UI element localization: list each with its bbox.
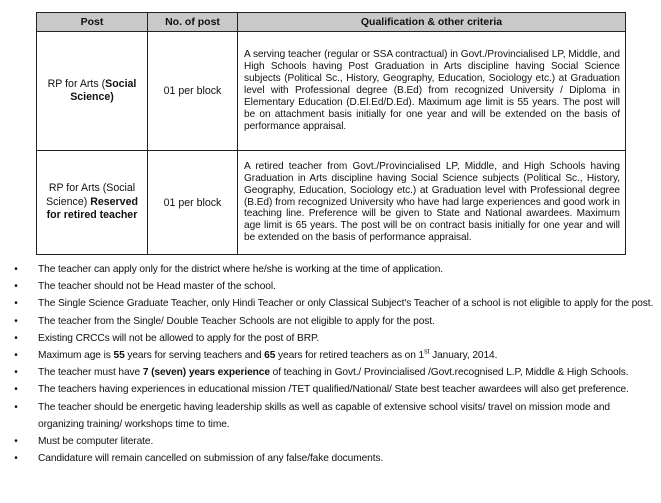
table-header-row: [37, 13, 626, 32]
table-row: [37, 32, 626, 151]
post-name-bold: Reserved for retired teacher: [46, 195, 138, 222]
list-item: • The teacher should not be Head master of the school.: [12, 278, 658, 295]
list-item: • The teacher from the Single/ Double Teacher Schools are not eligible to apply for the post.: [12, 313, 658, 330]
list-item: • Candidature will remain cancelled on submission of any false/fake documents.: [12, 450, 658, 467]
bullet-icon: •: [14, 264, 18, 275]
bullet-icon: •: [14, 349, 18, 361]
bullet-icon: •: [14, 435, 18, 447]
bullet-icon: •: [14, 315, 18, 327]
post-name-bold: Social Science): [70, 77, 137, 103]
list-item: • The teachers having experiences in educational mission /TET qualified/National/ State best teacher awardees will also get preference.: [12, 381, 658, 398]
bullet-icon: •: [14, 384, 18, 396]
post-count: 01 per block: [148, 32, 238, 151]
criteria-cell: A retired teacher from Govt./Provincialised LP, Middle, and High Schools having Graduation in Arts discipline having Social Science subjects (Political Sc., History, Geography, Education, Sociology etc.) at Graduation level with Professional degree (B.Ed) from recognized University who have had large experiences and good work in teaching line. Preference will be given to State and National awardees. Maximum age limit is 65 years. The post will be on contract basis initially for one year and will be extended on the basis of performance appraisal.: [238, 151, 626, 255]
post-name: RP for Arts (Social Science): [46, 182, 136, 208]
list-item: • Existing CRCCs will not be allowed to apply for the post of BRP.: [12, 330, 658, 347]
list-item: • The teacher must have 7 (seven) years experience of teaching in Govt./ Provincialised /Govt.recognised L.P, Middle & High Schools.: [12, 364, 658, 381]
criteria-table: [36, 12, 626, 255]
list-item: • The Single Science Graduate Teacher, only Hindi Teacher or only Classical Subject's Teacher of a school is not eligible to apply for the post.: [12, 295, 658, 312]
bullet-icon: •: [14, 367, 18, 379]
post-count: 01 per block: [148, 151, 238, 255]
criteria-cell: A serving teacher (regular or SSA contractual) in Govt./Provincialised LP, Middle, and High Schools having Post Graduation in Arts discipline having Social Science subjects (Political Sc., History, Geography, Education, Sociology etc.) at Graduation level with Professional degree (B.Ed) from recognized University / Diploma in Elementary Education (D.El.Ed/D.Ed). Maximum age limit is 55 years. The post will be on attachment basis initially for one year and will be extended on the basis of performance appraisal.: [238, 32, 626, 151]
header-no-of-post: No. of post: [148, 13, 238, 32]
list-item: • Maximum age is 55 years for serving teachers and 65 years for retired teachers as on 1st January, 2014.: [12, 347, 658, 364]
header-qualification: Qualification & other criteria: [238, 13, 626, 32]
list-item: • The teacher should be energetic having leadership skills as well as capable of extensive school visits/ travel on mission mode and organizing training/ workshops time to time.: [12, 399, 658, 433]
list-item: • The teacher can apply only for the district where he/she is working at the time of application.: [12, 261, 658, 278]
post-name: RP for Arts (: [47, 77, 106, 90]
eligibility-list: [12, 261, 658, 467]
post-cell: [37, 32, 148, 151]
bullet-icon: •: [14, 298, 18, 310]
bullet-icon: •: [14, 332, 18, 344]
bullet-icon: •: [14, 452, 18, 464]
bullet-icon: •: [14, 281, 18, 293]
bullet-icon: •: [14, 401, 18, 413]
table-row: [37, 151, 626, 255]
post-cell: [37, 151, 148, 255]
header-post: Post: [37, 13, 148, 32]
list-item: • Must be computer literate.: [12, 433, 658, 450]
